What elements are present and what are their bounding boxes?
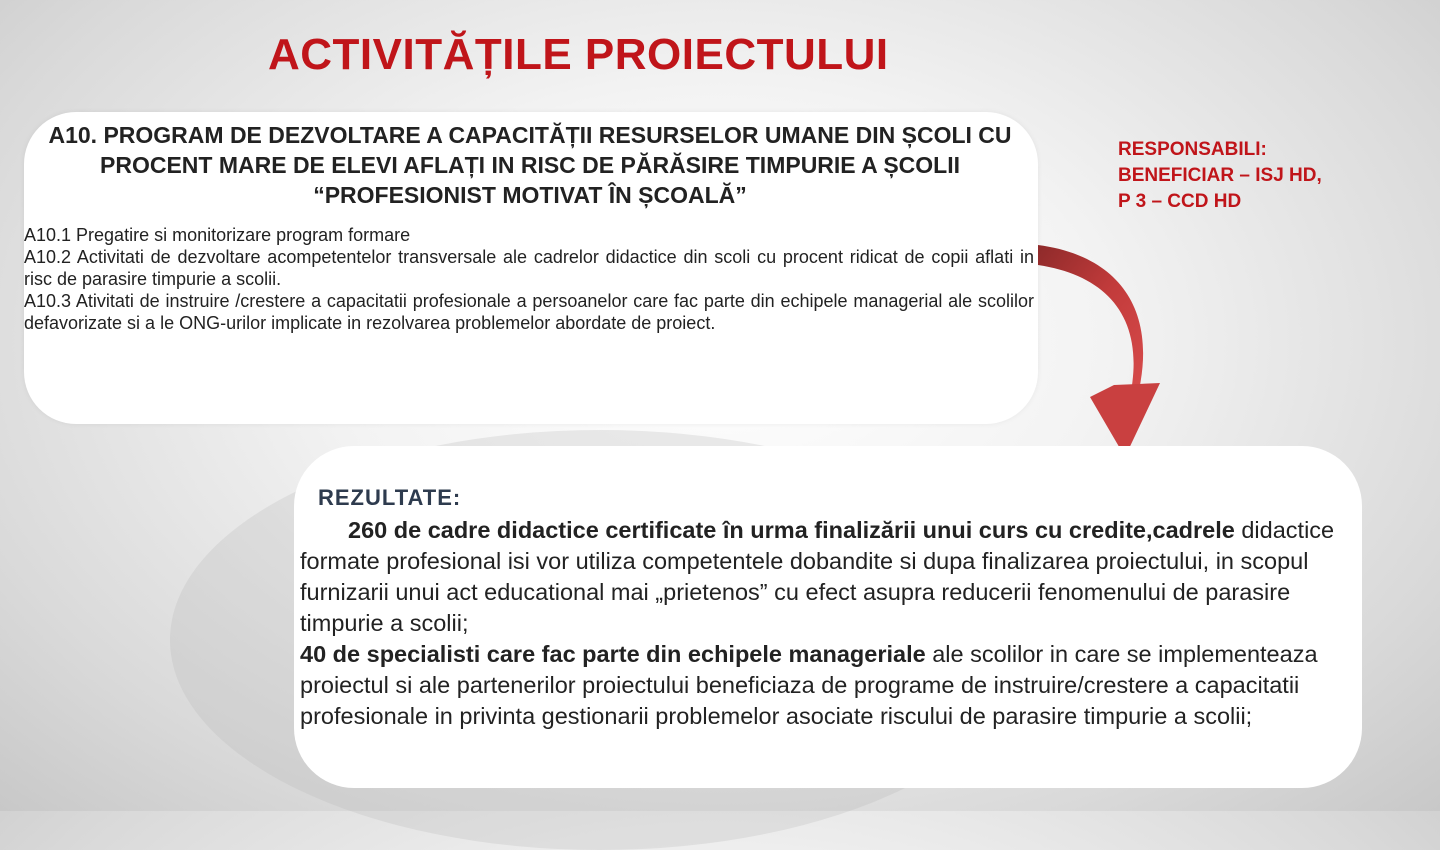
activity-list (24, 224, 1034, 334)
curved-arrow-icon (1030, 235, 1180, 465)
result-item-1-text: didactice formate profesional isi vor utiliza competentele dobandite si dupa finalizarea proiectului, in scopul furnizarii unui act educational mai „prietenos” cu efect asupra reducerii fenomenului de parasire timpurie a scolii; (300, 517, 1335, 636)
result-item-1-highlight: 260 de cadre didactice certificate în urma finalizării unui curs cu credite,cadrele (348, 517, 1235, 543)
responsible-partner: P 3 – CCD HD (1118, 191, 1242, 212)
activity-item: A10.2 Activitati de dezvoltare acompetentelor transversale ale cadrelor didactice din scoli cu procent ridicat de copii aflati in risc de parasire timpurie a scolii. (24, 247, 1034, 289)
slide-title: ACTIVITĂȚILE PROIECTULUI (268, 30, 889, 79)
responsible-beneficiary: BENEFICIAR – ISJ HD, (1118, 165, 1322, 186)
activity-item: A10.1 Pregatire si monitorizare program formare (24, 225, 411, 245)
responsible-label: RESPONSABILI: (1118, 139, 1267, 160)
results-heading: REZULTATE: (318, 485, 462, 510)
result-item-2-highlight: 40 de specialisti care fac parte din echipele manageriale (300, 641, 926, 667)
activity-item: A10.3 Ativitati de instruire /crestere a capacitatii profesionale a persoanelor care fac parte din echipele managerial ale scolilor defavorizate si a le ONG-urilor implicate in rezolvarea problemelor abordate de proiect. (24, 291, 1034, 333)
result-item-2-text: ale scolilor in care se implementeaza proiectul si ale partenerilor proiectului beneficiaza de programe de instruire/crestere a capacitatii profesionale in privinta gestionarii problemelor asociate riscului de parasire timpurie a scolii; (300, 641, 1318, 729)
activity-heading: A10. PROGRAM DE DEZVOLTARE A CAPACITĂȚII RESURSELOR UMANE DIN ȘCOLI CU PROCENT MARE DE ELEVI AFLAȚI IN RISC DE PĂRĂSIRE TIMPURIE A ȘCOLII “PROFESIONIST MOTIVAT ÎN ȘCOALĂ” (48, 122, 1012, 208)
result-item-2 (300, 639, 1360, 732)
responsible-block (1118, 137, 1418, 215)
results-content (300, 483, 1360, 732)
result-item-1 (300, 515, 1360, 639)
